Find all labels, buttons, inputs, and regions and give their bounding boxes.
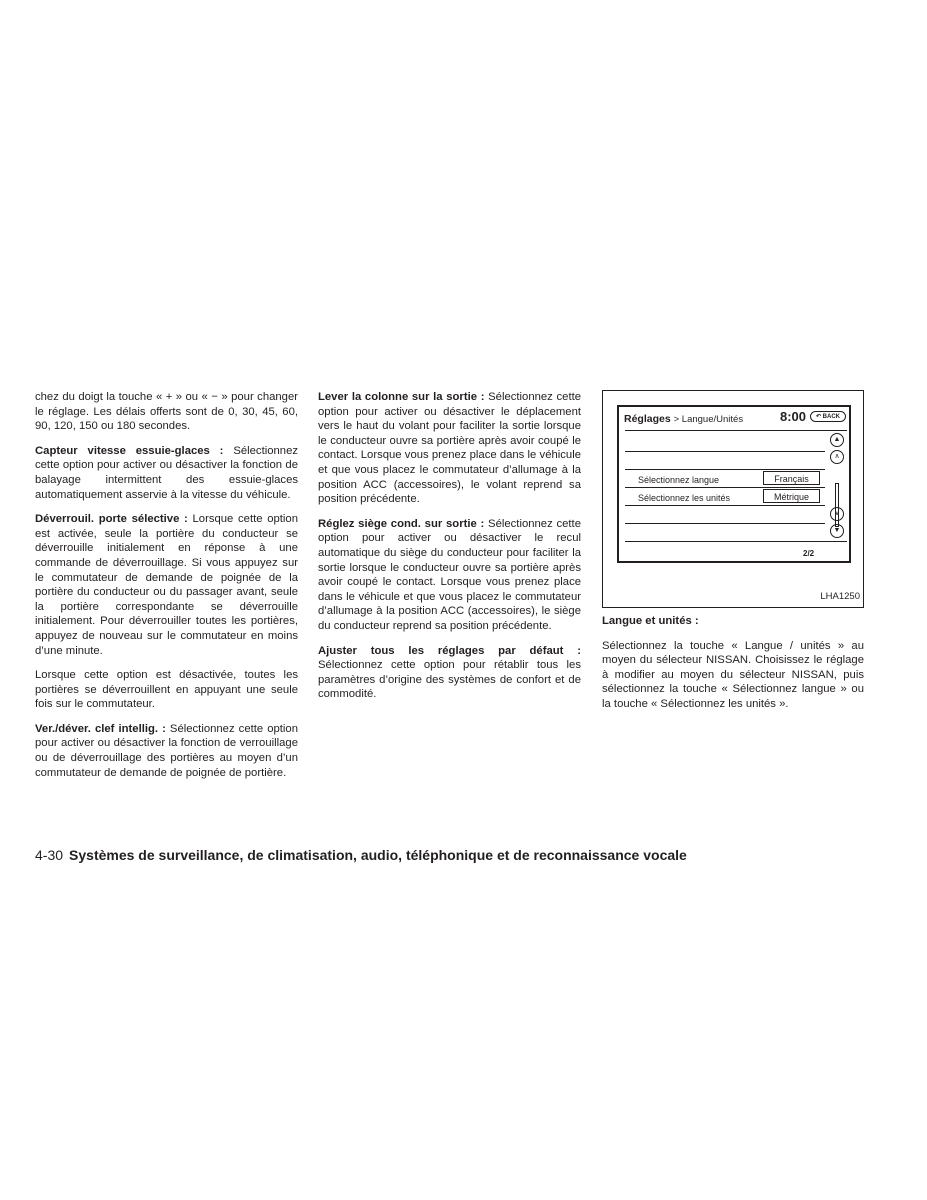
paragraph-heading: Déverrouil. porte sélective : — [35, 513, 188, 526]
page-number: 4-30 — [35, 847, 64, 863]
breadcrumb: > Langue/Unités — [673, 414, 744, 425]
screen-illustration — [602, 390, 864, 608]
language-value: Français — [763, 471, 820, 485]
paragraph: Réglez siège cond. sur sortie : Sélectionnez cette option pour activer ou désactiver le recul automatique du siège du conducteur pour faciliter la sortie lorsque le conducteur ouvre sa portière après avoir coupé le contact. Lorsque vous prenez place dans le véhicule et que vous placez le commutateur d’allumage à la position ACC (accessoires), le siège du conducteur reprend sa position précédente. — [318, 517, 581, 632]
column-1 — [35, 390, 298, 790]
divider — [625, 469, 825, 470]
screen-title: Réglages > Langue/Unités — [624, 413, 744, 425]
page-footer — [35, 847, 687, 863]
paragraph: Capteur vitesse essuie-glaces : Sélectionnez cette option pour activer ou désactiver la fonction de balayage intermittent des essuie-glaces automatiquement asservie à la vitesse du véhicule. — [35, 444, 299, 501]
paragraph-heading: Ver./déver. clef intellig. : — [35, 722, 166, 735]
page-up-icon: ▲ — [830, 433, 844, 447]
select-units-label: Sélectionnez les unités — [638, 493, 731, 503]
paragraph: Déverrouil. porte sélective : Lorsque cette option est activée, seule la portière du conducteur se déverrouille initialement en réponse à une commande de déverrouillage. Si vous appuyez sur le commutateur de demande de poignée de la portière du conducteur ou du passager avant, seule la portière correspondante se déverrouille initialement. Pour déverrouiller toutes les portières, appuyez de nouveau sur le commutateur en moins d’une minute. — [35, 513, 298, 657]
select-language-label: Sélectionnez langue — [638, 475, 720, 485]
paragraph-heading: Ajuster tous les réglages par défaut : — [318, 644, 581, 657]
paragraph: Sélectionnez la touche « Langue / unités » au moyen du sélecteur NISSAN. Choisissez le réglage à modifier au moyen du sélecteur NISSAN, puis sélectionnez la touche « Sélectionnez langue » ou la touche « Sélectionnez les unités ». — [602, 639, 864, 710]
back-button: ↶ BACK — [810, 411, 846, 422]
paragraph: Lorsque cette option est désactivée, toutes les portières se déverrouillent en appuyant une seule fois sur le commutateur. — [35, 669, 298, 711]
column-2 — [318, 390, 581, 712]
paragraph-heading: Lever la colonne sur la sortie : — [318, 391, 485, 403]
paragraph: chez du doigt la touche « + » ou « − » pour changer le réglage. Les délais offerts sont de 0, 30, 45, 60, 90, 120, 150 ou 180 secondes. — [35, 391, 298, 433]
paragraph: Ver./déver. clef intellig. : Sélectionnez cette option pour activer ou désactiver la fonction de verrouillage ou de déverrouillage des portières au moyen d’un commutateur de demande de poignée de portière. — [35, 722, 298, 779]
paragraph: Ajuster tous les réglages par défaut : Sélectionnez cette option pour rétablir tous les paramètres d’origine des systèmes de confort et de commodité. — [318, 644, 581, 701]
paragraph-heading: Capteur vitesse essuie-glaces : — [35, 444, 224, 457]
divider — [625, 523, 825, 524]
page-indicator: 2/2 — [803, 549, 815, 558]
divider — [625, 430, 847, 431]
divider — [625, 541, 847, 542]
divider — [625, 505, 825, 506]
section-heading: Langue et unités : — [602, 615, 699, 627]
section-title: Systèmes de surveillance, de climatisation, audio, téléphonique et de reconnaissance vocale — [69, 847, 687, 863]
units-value: Métrique — [763, 489, 820, 503]
figure-code: LHA1250 — [820, 591, 860, 603]
page-down-icon: ▼ — [830, 524, 844, 538]
paragraph-heading: Réglez siège cond. sur sortie : — [318, 517, 485, 530]
divider — [625, 487, 825, 488]
scroll-up-icon: ∧ — [830, 450, 844, 464]
clock: 8:00 — [780, 409, 807, 424]
scroll-down-icon: ∨ — [830, 507, 844, 521]
column-3 — [602, 390, 864, 722]
divider — [625, 451, 825, 452]
display-screen — [617, 405, 851, 563]
paragraph: Lever la colonne sur la sortie : Sélectionnez cette option pour activer ou désactiver le déplacement vers le haut du volant pour faciliter la sortie lorsque le conducteur ouvre sa portière après avoir coupé le contact. Lorsque vous prenez place dans le véhicule et que vous placez le commutateur d’allumage à la position ACC (accessoires), le volant reprend sa position précédente. — [318, 391, 581, 506]
